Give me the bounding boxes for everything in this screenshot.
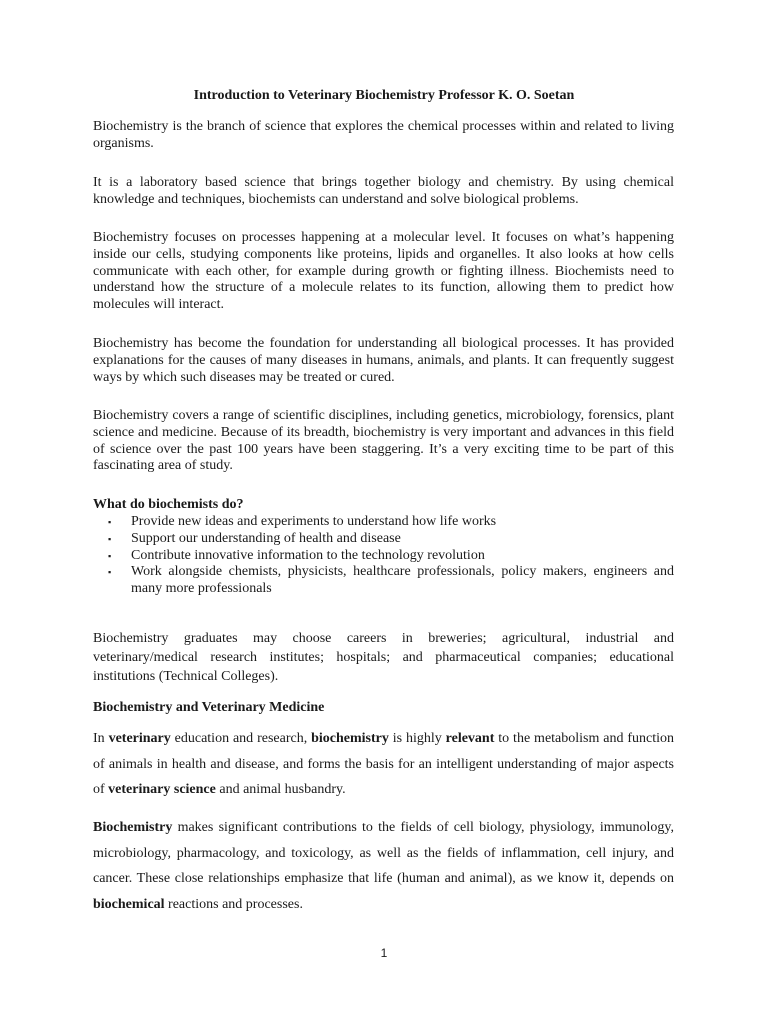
paragraph-foundation: Biochemistry has become the foundation for understanding all biological processes. It has provided explanations for the causes of many diseases in humans, animals, and plants. It can frequently suggest ways by which such diseases may be treated or cured. — [93, 336, 674, 385]
list-item-text: Support our understanding of health and disease — [131, 530, 401, 546]
list-item — [93, 564, 674, 598]
list-item-text: Contribute innovative information to the technology revolution — [131, 547, 485, 563]
paragraph-definition: Biochemistry is the branch of science that explores the chemical processes within and related to living organisms. — [93, 119, 674, 151]
biochemist-roles-list — [93, 514, 674, 598]
list-item — [93, 514, 674, 531]
text-run: is highly — [388, 731, 446, 746]
bullet-icon: ▪ — [108, 550, 112, 561]
list-item-text: Work alongside chemists, physicists, healthcare professionals, policy makers, engineers and many more professionals — [131, 564, 674, 597]
paragraph-laboratory: It is a laboratory based science that brings together biology and chemistry. By using chemical knowledge and techniques, biochemists can understand and solve biological problems. — [93, 175, 674, 207]
list-item-text: Provide new ideas and experiments to understand how life works — [131, 514, 497, 529]
bullet-icon: ▪ — [108, 517, 112, 527]
bold-run: veterinary science — [108, 782, 216, 797]
heading-veterinary-medicine: Biochemistry and Veterinary Medicine — [93, 700, 325, 715]
text-run: In — [93, 731, 109, 746]
paragraph-contributions — [93, 815, 674, 917]
text-run: to the metabolism and function of animals in health and disease, and forms the basis for an intelligent understanding of major aspects of — [93, 731, 675, 797]
page-number: 1 — [380, 946, 388, 960]
paragraph-veterinary — [93, 726, 674, 803]
bold-run: Biochemistry — [93, 820, 173, 835]
bold-run: relevant — [445, 731, 495, 746]
text-run: education and research, — [170, 731, 312, 746]
document-title: Introduction to Veterinary Biochemistry Professor K. O. Soetan — [193, 88, 575, 103]
bullet-icon: ▪ — [108, 533, 112, 544]
bold-run: biochemical — [93, 896, 165, 912]
list-item — [93, 531, 674, 548]
bullet-icon: ▪ — [108, 567, 112, 578]
bold-run: biochemistry — [311, 731, 389, 746]
text-run: and animal husbandry. — [215, 782, 346, 797]
text-run: reactions and processes. — [164, 896, 303, 912]
heading-what-biochemists-do: What do biochemists do? — [93, 497, 244, 512]
paragraph-careers: Biochemistry graduates may choose careers in breweries; agricultural, industrial and veterinary/medical research institutes; hospitals; and pharmaceutical companies; educational institutions (Technical Colleges). — [93, 631, 674, 684]
paragraph-disciplines: Biochemistry covers a range of scientific disciplines, including genetics, microbiology, forensics, plant science and medicine. Because of its breadth, biochemistry is very important and advances in this field of science over the past 100 years have been staggering. It’s a very exciting time to be part of this fascinating area of study. — [93, 408, 674, 474]
paragraph-molecular: Biochemistry focuses on processes happening at a molecular level. It focuses on what’s happening inside our cells, studying components like proteins, lipids and organelles. It also looks at how cells communicate with each other, for example during growth or fighting illness. Biochemists need to understand how the structure of a molecule relates to its function, allowing them to predict how molecules will interact. — [93, 230, 674, 313]
bold-run: veterinary — [108, 731, 171, 746]
text-run: makes significant contributions to the fields of cell biology, physiology, immunology, microbiology, pharmacology, and toxicology, as well as the fields of inflammation, cell injury, and cancer. These close relationships emphasize that life (human and animal), as we know it, depends on — [93, 820, 674, 886]
list-item — [93, 548, 674, 565]
